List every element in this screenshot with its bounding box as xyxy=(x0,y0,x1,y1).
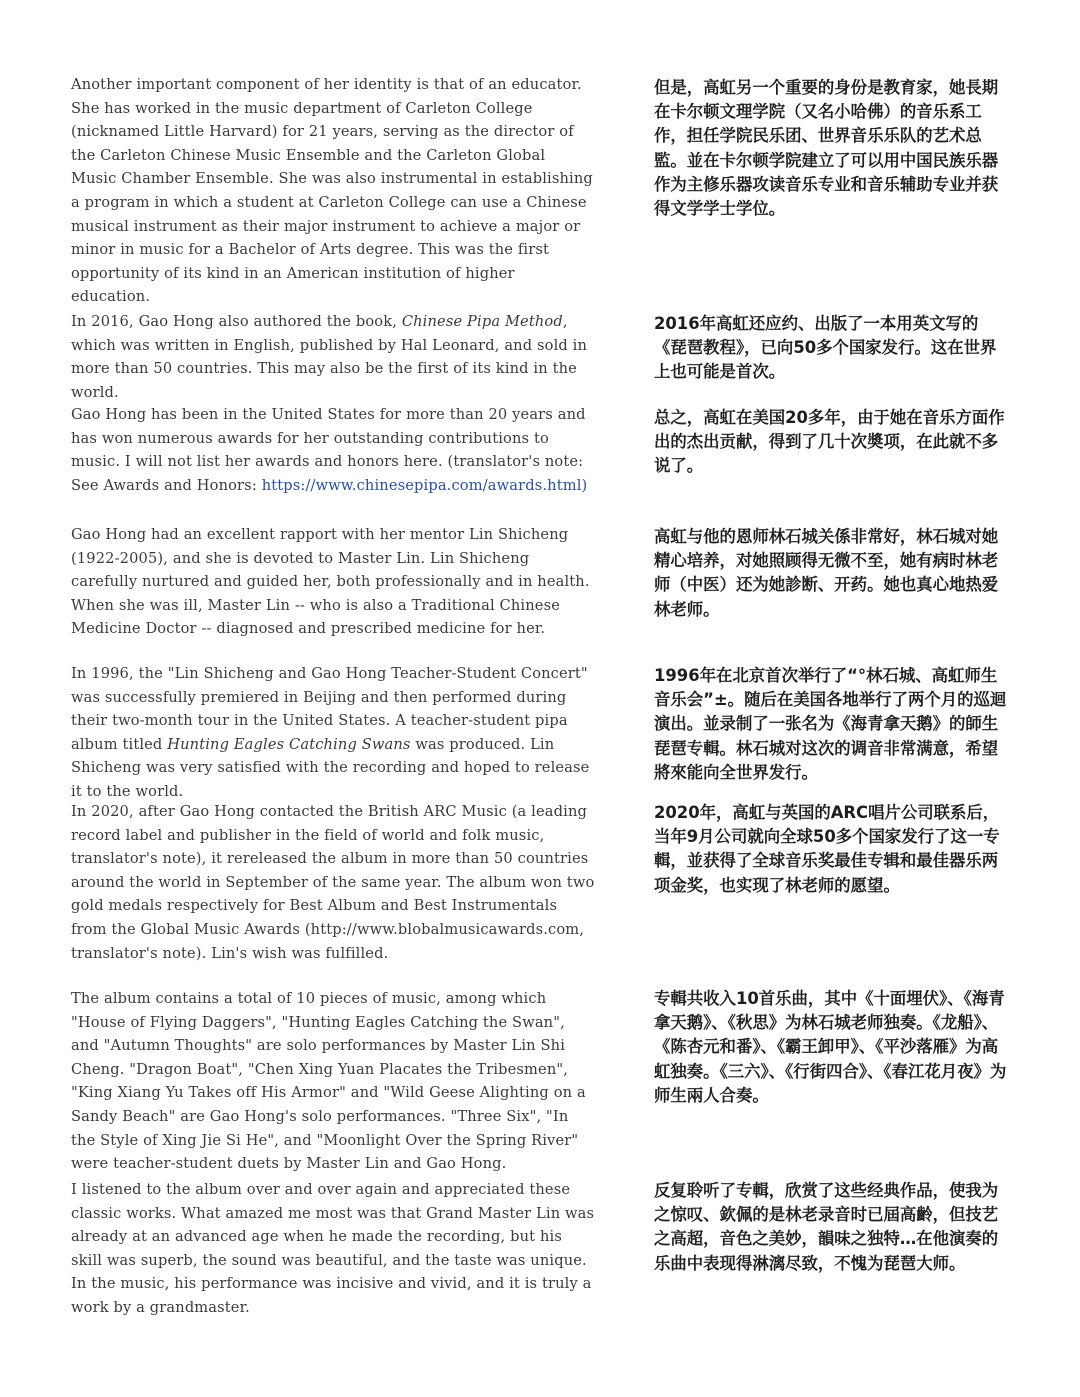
chinese-paragraph-text: 总之，高虹在美国20多年，由于她在音乐方面作出的杰出贡献，得到了几十次奬项，在此就不多说了。 xyxy=(654,408,1005,476)
chinese-paragraph-text: 1996年在北京首次举行了“°林石城、高虹师生音乐会”±。随后在美国各地举行了两个月的巡迴演出。並录制了一张名为《海青拿天鹅》的師生琵琶专輯。林石城对这次的调音非常满意，希望將來能向全世界发行。 xyxy=(654,666,1007,782)
chinese-paragraph-awards xyxy=(654,406,1010,479)
english-paragraph-text: Gao Hong had an excellent rapport with her mentor Lin Shicheng (1922-2005), and she is devoted to Master Lin. Lin Shicheng carefully nurtured and guided her, both professionally and in health. When she was ill, Master Lin -- who is also a Traditional Chinese Medicine Doctor -- diagnosed and prescribed medicine for her. xyxy=(71,526,590,638)
english-paragraph-mentor xyxy=(71,523,595,641)
chinese-paragraph-concert xyxy=(654,664,1010,785)
english-paragraph-awards xyxy=(71,403,595,497)
english-paragraph-text: In 2020, after Gao Hong contacted the British ARC Music (a leading record label and publisher in the field of world and folk music, translator's note), it rereleased the album in more than 50 countries around the world in September of the same year. The album won two gold medals respectively for Best Album and Best Instrumentals from the Global Music Awards (http://www.blobalmusicawards.com, translator's note). Lin's wish was fulfilled. xyxy=(71,803,595,962)
book-title: Chinese Pipa Method xyxy=(401,313,563,330)
album-title: Hunting Eagles Catching Swans xyxy=(167,735,411,753)
awards-link[interactable]: https://www.chinesepipa.com/awards.html) xyxy=(261,476,588,494)
chinese-paragraph-educator xyxy=(654,76,1010,221)
english-paragraph-rerelease xyxy=(71,800,595,965)
english-paragraph-concert xyxy=(71,662,595,804)
english-paragraph-text: Another important component of her identity is that of an educator. She has worked in the music department of Carleton College (nicknamed Little Harvard) for 21 years, serving as the director of the Carleton Chinese Music Ensemble and the Carleton Global Music Chamber Ensemble. She was also instrumental in establishing a program in which a student at Carleton College can use a Chinese musical instrument as their major instrument to achieve a major or minor in music for a Bachelor of Arts degree. This was the first opportunity of its kind in an American institution of higher education. xyxy=(71,76,593,306)
english-paragraph-book xyxy=(71,310,595,404)
chinese-paragraph-text: 2016年高虹还应约、出版了一本用英文写的《琵琶教程》，已向50多个国家发行。这在世界上也可能是首次。 xyxy=(654,314,997,382)
chinese-paragraph-mentor xyxy=(654,525,1010,622)
english-paragraph-appreciation xyxy=(71,1178,595,1320)
chinese-paragraph-book xyxy=(654,312,1010,385)
english-paragraph-educator xyxy=(71,73,595,309)
english-paragraph-text: In 1996, the "Lin Shicheng and Gao Hong Teacher-Student Concert" was successfully premiered in Beijing and then performed during their two-month tour in the United States. A teacher-student pipa album titled xyxy=(71,665,588,753)
english-paragraph-text: The album contains a total of 10 pieces of music, among which "House of Flying Daggers", "Hunting Eagles Catching the Swan", and "Autumn Thoughts" are solo performances by Master Lin Shi Cheng. "Dragon Boat", "Chen Xing Yuan Placates the Tribesmen", "King Xiang Yu Takes off His Armor" and "Wild Geese Alighting on a Sandy Beach" are Gao Hong's solo performances. "Three Six", "In the Style of Xing Jie Si He", and "Moonlight Over the Spring River" were teacher-student duets by Master Lin and Gao Hong. xyxy=(71,990,586,1173)
chinese-paragraph-text: 反复聆听了专輯，欣赏了这些经典作品，使我为之惊叹、欽佩的是林老录音时已屆高齡，但技艺之高超，音色之美妙，韻味之独特…在他演奏的乐曲中表现得淋漓尽致，不愧为琵琶大师。 xyxy=(654,1181,999,1273)
english-paragraph-text: I listened to the album over and over again and appreciated these classic works. What amazed me most was that Grand Master Lin was already at an advanced age when he made the recording, but his skill was superb, the sound was beautiful, and the taste was unique. In the music, his performance was incisive and vivid, and it is truly a work by a grandmaster. xyxy=(71,1181,595,1316)
english-paragraph-text: In 2016, Gao Hong also authored the book, xyxy=(71,313,402,330)
english-paragraph-text: , which was written in English, published by Hal Leonard, and sold in more than 50 countries. This may also be the first of its kind in the world. xyxy=(71,313,588,401)
chinese-paragraph-appreciation xyxy=(654,1179,1010,1276)
english-paragraph-text: Gao Hong has been in the United States for more than 20 years and has won numerous awards for her outstanding contributions to music. I will not list her awards and honors here. (translator's note: See Awards and Honors: xyxy=(71,406,586,494)
chinese-paragraph-text: 专輯共收入10首乐曲，其中《十面埋伏》、《海青拿天鹅》、《秋思》为林石城老师独奏。《龙船》、《陈杏元和番》、《霸王卸甲》、《平沙落雁》为高虹独奏。《三六》、《行街四合》、《春江花月夜》为师生兩人合奏。 xyxy=(654,989,1007,1105)
chinese-paragraph-album-contents xyxy=(654,987,1010,1108)
chinese-paragraph-rerelease xyxy=(654,801,1010,898)
english-paragraph-album-contents xyxy=(71,987,595,1176)
chinese-paragraph-text: 但是，高虹另一个重要的身份是教育家，她長期在卡尔顿文理学院（又名小哈佛）的音乐系工作，担任学院民乐团、世界音乐乐队的艺术总監。並在卡尔顿学院建立了可以用中国民族乐器作为主修乐器攻读音乐专业和音乐辅助专业并获得文学学士学位。 xyxy=(654,78,999,219)
chinese-paragraph-text: 2020年，高虹与英国的ARC唱片公司联系后，当年9月公司就向全球50多个国家发行了这一专輯，並获得了全球音乐奖最佳专辑和最佳器乐两项金奖，也实现了林老师的愿望。 xyxy=(654,803,1000,895)
chinese-paragraph-text: 高虹与他的恩师林石城关係非常好，林石城对她精心培养，对她照顾得无微不至，她有病时林老师（中医）还为她診断、开药。她也真心地热爱林老师。 xyxy=(654,527,999,619)
english-paragraph-text: was produced. Lin Shicheng was very satisfied with the recording and hoped to release it to the world. xyxy=(71,735,590,800)
